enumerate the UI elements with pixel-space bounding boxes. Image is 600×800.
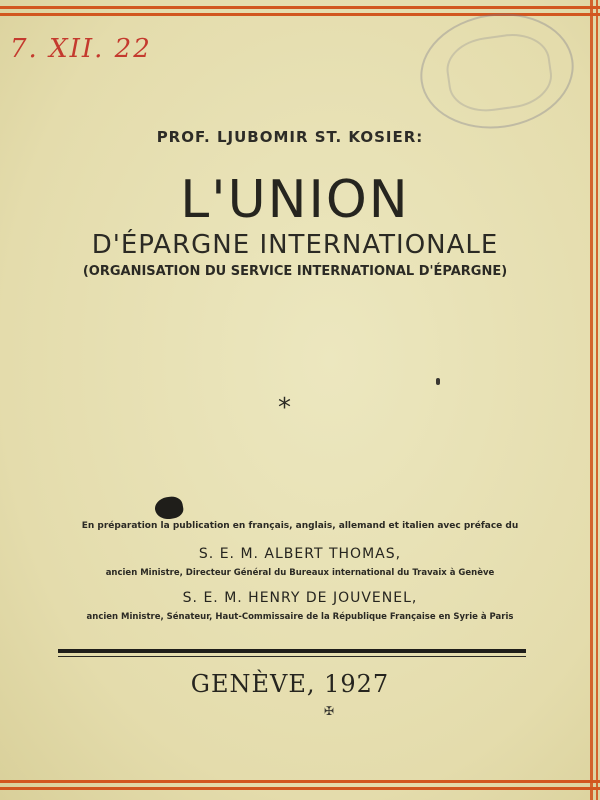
- handwritten-date-note: 7. XII. 22: [10, 34, 152, 64]
- book-subtitle-parenthetical: (ORGANISATION DU SERVICE INTERNATIONAL D'ÉPARGNE): [82, 264, 508, 279]
- preface-author-role-1: ancien Ministre, Directeur Général du Bureaux international du Travaix à Genève: [105, 568, 495, 578]
- author-line: PROF. LJUBOMIR ST. KOSIER:: [156, 128, 424, 146]
- ink-blot: [153, 495, 184, 522]
- bottom-border-rule: [0, 780, 600, 790]
- library-stamp: [413, 4, 581, 138]
- printer-mark: ✠: [324, 704, 335, 718]
- divider-rule-thick: [58, 649, 526, 653]
- preface-author-name-2: S. E. M. HENRY DE JOUVENEL,: [182, 590, 418, 606]
- ornament-asterisk: *: [278, 393, 291, 423]
- place-and-year: GENÈVE, 1927: [190, 670, 390, 698]
- ink-speck: [436, 378, 440, 385]
- preparation-note: En préparation la publication en français, anglais, allemand et italien avec préface du: [81, 521, 519, 531]
- book-subtitle: D'ÉPARGNE INTERNATIONALE: [91, 230, 499, 260]
- preface-author-name-1: S. E. M. ALBERT THOMAS,: [198, 546, 402, 562]
- divider-rule-thin: [58, 656, 526, 657]
- book-title: L'UNION: [180, 170, 410, 230]
- library-stamp-inner: [443, 29, 556, 117]
- preface-author-role-2: ancien Ministre, Sénateur, Haut-Commissaire de la République Française en Syrie à Paris: [86, 612, 514, 622]
